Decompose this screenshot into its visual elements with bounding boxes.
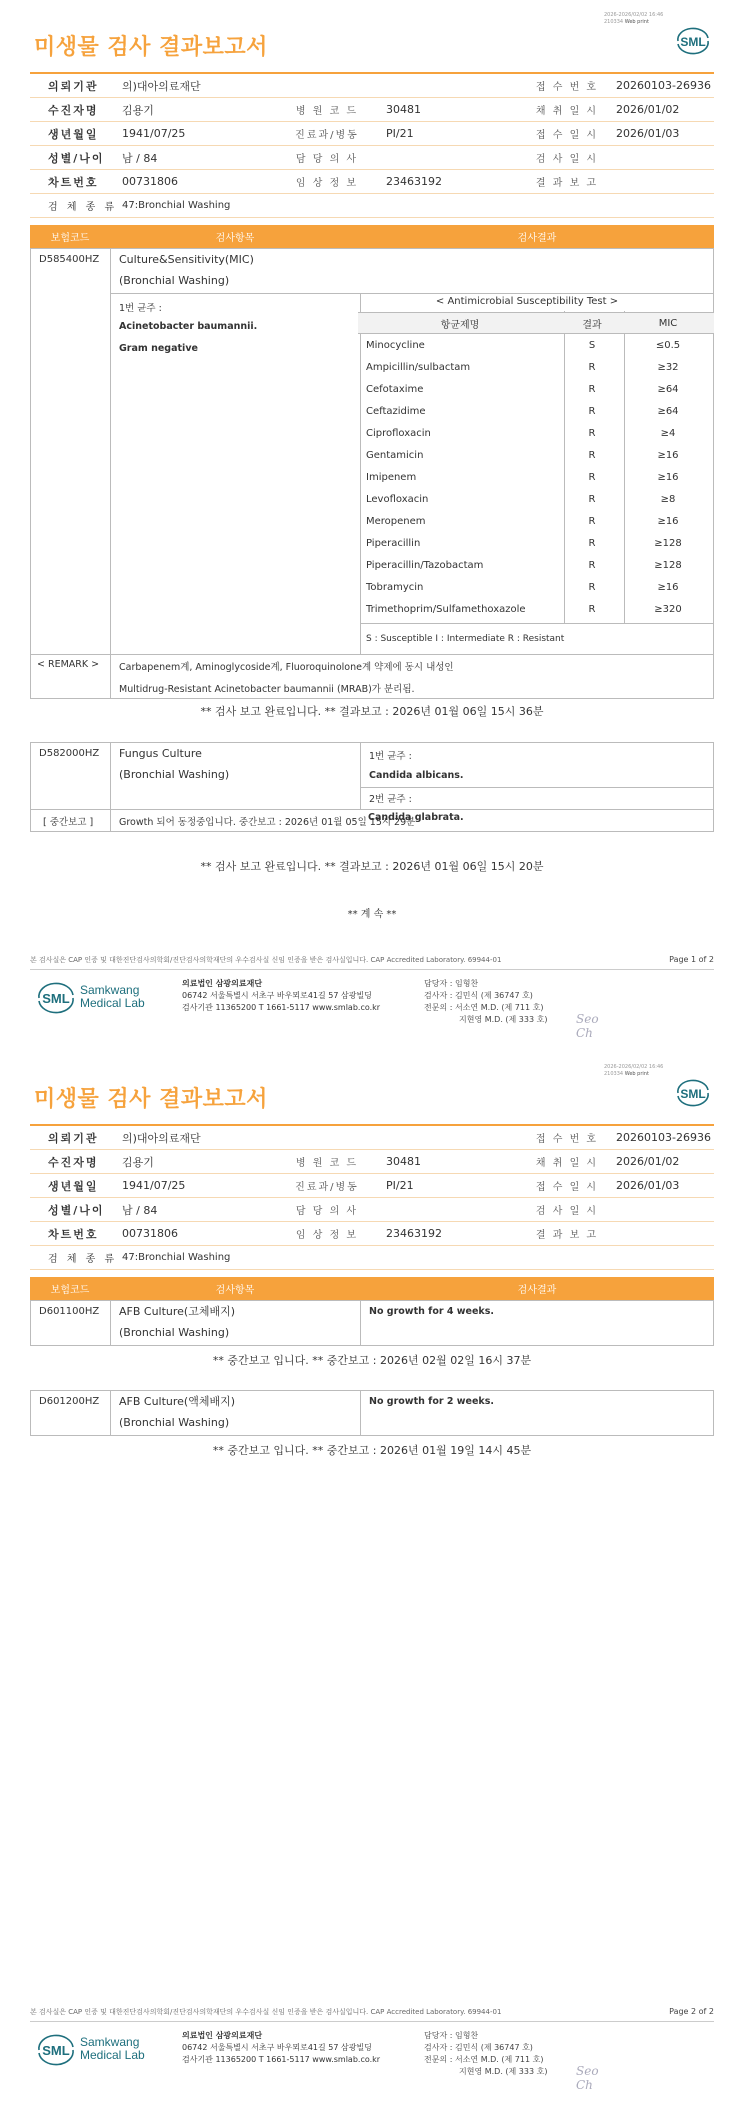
test-name: AFB Culture(고체배지) (Bronchial Washing) <box>119 1305 236 1339</box>
ast-title: < Antimicrobial Susceptibility Test > <box>435 296 619 307</box>
fungus-final-note: ** 검사 보고 완료입니다. ** 결과보고 : 2026년 01월 06일 15시 20분 <box>200 860 544 873</box>
col-test-item: 검사항목 <box>215 233 255 244</box>
info-row: 성별/나이 남 / 84 담 당 의 사 검 사 일 시 <box>30 1198 714 1222</box>
isolate-2-name: Candida glabrata. <box>368 812 464 823</box>
info-row: 의뢰기관 의)대아의료재단 접 수 번 호 20260103-26936 <box>30 1126 714 1150</box>
ast-mic: ≥16 <box>657 515 679 527</box>
label-hospital-code: 병 원 코 드 <box>295 106 359 117</box>
ast-legend: S : Susceptible I : Intermediate R : Resistant <box>366 634 565 644</box>
results-table-header <box>30 225 714 248</box>
ast-mic: ≥64 <box>657 383 679 395</box>
label-sex-age: 성별/나이 <box>48 151 105 165</box>
isolate-name: Acinetobacter baumannii. <box>119 321 258 332</box>
col-test-result: 검사결과 <box>517 233 557 244</box>
ast-drug-name: Imipenem <box>366 471 417 483</box>
label-accession-no: 접 수 번 호 <box>535 82 599 93</box>
test-name: AFB Culture(액체배지) (Bronchial Washing) <box>119 1395 236 1429</box>
isolate-2-label: 2번 균주 : <box>369 794 412 805</box>
footer-notice: 본 검사실은 CAP 인증 및 대한진단검사의학회/진단검사의학재단의 우수검사실 신임 인증을 받은 검사실입니다. CAP Accredited Laboratory. 69944-01 Page 1 of 2 <box>30 955 714 970</box>
test-result: No growth for 4 weeks. <box>369 1306 494 1317</box>
ast-result: R <box>588 537 596 549</box>
page-number: Page 2 of 2 <box>669 2007 714 2016</box>
ast-mic: ≥64 <box>657 405 679 417</box>
ast-row <box>358 598 714 620</box>
ast-result: R <box>588 471 596 483</box>
ast-row <box>358 378 714 400</box>
ast-mic: ≥16 <box>657 581 679 593</box>
ast-result: R <box>588 559 596 571</box>
ast-drug-name: Cefotaxime <box>366 383 424 395</box>
ast-result: R <box>588 405 596 417</box>
ast-row <box>358 554 714 576</box>
results-table-header: 보험코드 검사항목 검사결과 <box>30 1277 714 1300</box>
ast-drug-name: Ceftazidime <box>366 405 426 417</box>
afb-liquid-note: ** 중간보고 입니다. ** 중간보고 : 2026년 01월 19일 14시 45분 <box>212 1444 532 1457</box>
ast-result: R <box>588 493 596 505</box>
isolate-1-name: Candida albicans. <box>369 770 464 781</box>
value-received-date: 2026/01/03 <box>616 127 680 140</box>
ast-mic: ≤0.5 <box>655 339 681 351</box>
value-patient-name: 김용기 <box>122 103 154 117</box>
ast-result: R <box>588 515 596 527</box>
label-department: 진료과/병동 <box>295 130 359 141</box>
ast-result: R <box>588 603 596 615</box>
ast-mic: ≥16 <box>657 471 679 483</box>
value-collection-date: 2026/01/02 <box>616 103 680 116</box>
isolate-label: 1번 균주 : <box>119 303 162 314</box>
culture-final-note: ** 검사 보고 완료입니다. ** 결과보고 : 2026년 01월 06일 15시 36분 <box>200 705 544 718</box>
ast-mic: ≥128 <box>654 537 682 549</box>
ast-drug-name: Piperacillin <box>366 537 421 549</box>
ast-result: R <box>588 361 596 373</box>
value-requester: 의)대아의료재단 <box>122 79 201 93</box>
sml-logo <box>675 1079 711 1107</box>
ast-col-drug: 항균제명 <box>440 319 480 331</box>
report-title: 미생물 검사 결과보고서 <box>34 35 268 60</box>
test-result: No growth for 2 weeks. <box>369 1396 494 1407</box>
svg-text:SML: SML <box>680 35 706 49</box>
ast-drug-name: Tobramycin <box>366 581 424 593</box>
value-sex-age: 남 / 84 <box>122 151 158 165</box>
col-insurance-code: 보험코드 <box>50 233 90 244</box>
ast-drug-name: Trimethoprim/Sulfamethoxazole <box>366 603 526 615</box>
continued-note: ** 계 속 ** <box>347 909 397 920</box>
web-print-code: 210334 <box>604 19 624 25</box>
web-print-date: 2026-2026/02/02 16:46 <box>604 12 664 18</box>
ast-row <box>358 488 714 510</box>
test-name: Fungus Culture (Bronchial Washing) <box>119 747 230 781</box>
ast-drug-name: Gentamicin <box>366 449 424 461</box>
ast-row <box>358 510 714 532</box>
label-test-date: 검 사 일 시 <box>535 154 599 165</box>
ast-drug-name: Ampicillin/sulbactam <box>366 361 471 373</box>
label-clinical-info: 임 상 정 보 <box>295 178 359 189</box>
lab-staff: 담당자 : 임형찬 검사자 : 김민식 (제 36747 호) 전문의 : 서소연 M.D. (제 711 호) 지현영 M.D. (제 333 호) <box>424 2031 548 2076</box>
patient-info-table <box>30 72 714 218</box>
ast-mic: ≥320 <box>654 603 682 615</box>
info-row: 생년월일 1941/07/25 진료과/병동 PI/21 접 수 일 시 2026/01/03 <box>30 1174 714 1198</box>
web-print-stamp: 2026-2026/02/02 16:46 210334 Web print <box>604 1064 664 1077</box>
ast-row <box>358 466 714 488</box>
test-code: D601100HZ <box>39 1306 100 1317</box>
ast-drug-name: Meropenem <box>366 515 426 527</box>
ast-mic: ≥128 <box>654 559 682 571</box>
remark-line-1: Carbapenem계, Aminoglycoside계, Fluoroquinolone계 약제에 동시 내성인 <box>119 662 454 673</box>
ast-row <box>358 422 714 444</box>
remark-label: < REMARK > <box>37 659 100 670</box>
info-row <box>30 98 714 122</box>
ast-col-mic: MIC <box>658 317 678 329</box>
isolate-gram: Gram negative <box>119 343 198 354</box>
info-row: 검 체 종 류 47:Bronchial Washing <box>30 1246 714 1270</box>
lab-staff: 담당자 : 임형찬 검사자 : 김민식 (제 36747 호) 전문의 : 서소연 M.D. (제 711 호) 지현영 M.D. (제 333 호) <box>424 979 548 1024</box>
ast-drug-name: Ciprofloxacin <box>366 427 431 439</box>
ast-drug-name: Levofloxacin <box>366 493 429 505</box>
label-chart-no: 차트번호 <box>48 175 99 189</box>
footer-notice: 본 검사실은 CAP 인증 및 대한진단검사의학회/진단검사의학재단의 우수검사실 신임 인증을 받은 검사실입니다. CAP Accredited Laboratory. 69944-01 Page 2 of 2 <box>30 2007 714 2022</box>
value-department: PI/21 <box>386 127 414 140</box>
patient-info-table <box>30 1124 714 1270</box>
info-row <box>30 146 714 170</box>
ast-drug-name: Piperacillin/Tazobactam <box>366 559 484 571</box>
ast-row <box>358 400 714 422</box>
svg-text:SML: SML <box>42 2043 70 2058</box>
interim-label: [ 중간보고 ] <box>43 817 94 828</box>
ast-result: R <box>588 449 596 461</box>
isolate-1-label: 1번 균주 : <box>369 751 412 762</box>
afb-solid-note: ** 중간보고 입니다. ** 중간보고 : 2026년 02월 02일 16시 37분 <box>212 1354 532 1367</box>
svg-text:SML: SML <box>680 1087 706 1101</box>
ast-col-result: 결과 <box>582 319 602 331</box>
ast-drug-name: Minocycline <box>366 339 425 351</box>
test-name: Culture&Sensitivity(MIC) (Bronchial Washing) <box>119 253 254 287</box>
interim-text: Growth 되어 동정중입니다. 중간보고 : 2026년 01월 05일 15시 29분 <box>119 817 416 828</box>
info-row <box>30 170 714 194</box>
label-received-date: 접 수 일 시 <box>535 130 599 141</box>
remark-line-2: Multidrug-Resistant Acinetobacter baumannii (MRAB)가 분리됨. <box>119 684 415 695</box>
signature: Seo Ch <box>576 2064 599 2092</box>
ast-row <box>358 444 714 466</box>
samkwang-logo: SML Samkwang Medical Lab <box>36 978 156 1018</box>
afb-liquid-block <box>30 1390 714 1436</box>
value-accession-no: 20260103-26936 <box>616 79 711 92</box>
ast-header <box>358 312 714 334</box>
lab-address: 의료법인 삼광의료재단 06742 서울특별시 서초구 바우뫼로41길 57 삼광빌딩 검사기관 11365200 T 1661-5117 www.smlab.co.kr <box>182 2031 381 2064</box>
web-print-stamp <box>604 12 663 26</box>
value-hospital-code: 30481 <box>386 103 421 116</box>
value-birth-date: 1941/07/25 <box>122 127 186 140</box>
ast-mic: ≥16 <box>657 449 679 461</box>
info-row: 수진자명 김용기 병 원 코 드 30481 채 취 일 시 2026/01/02 <box>30 1150 714 1174</box>
info-row: 차트번호 00731806 임 상 정 보 23463192 결 과 보 고 <box>30 1222 714 1246</box>
label-result-report: 결 과 보 고 <box>535 178 599 189</box>
ast-result: S <box>588 339 596 351</box>
label-specimen: 검 체 종 류 <box>48 202 118 213</box>
signature: Seo Ch <box>576 1012 599 1040</box>
afb-solid-block <box>30 1300 714 1346</box>
ast-row <box>358 576 714 598</box>
label-doctor: 담 당 의 사 <box>295 154 359 165</box>
svg-text:SML: SML <box>42 991 70 1006</box>
ast-result: R <box>588 581 596 593</box>
info-row <box>30 74 714 98</box>
page-number: Page 1 of 2 <box>669 955 714 964</box>
info-row <box>30 122 714 146</box>
lab-address: 의료법인 삼광의료재단 06742 서울특별시 서초구 바우뫼로41길 57 삼광빌딩 검사기관 11365200 T 1661-5117 www.smlab.co.kr <box>182 979 381 1012</box>
ast-mic: ≥4 <box>660 427 676 439</box>
value-clinical-info: 23463192 <box>386 175 442 188</box>
remark-block <box>30 654 714 699</box>
value-specimen: 47:Bronchial Washing <box>122 200 231 211</box>
test-code: D585400HZ <box>39 254 100 265</box>
report-page-2 <box>0 1052 744 2104</box>
ast-row <box>358 356 714 378</box>
ast-mic: ≥32 <box>657 361 679 373</box>
ast-mic: ≥8 <box>660 493 676 505</box>
ast-result: R <box>588 383 596 395</box>
samkwang-logo: SML Samkwang Medical Lab <box>36 2030 156 2070</box>
report-title: 미생물 검사 결과보고서 <box>34 1087 268 1112</box>
ast-row <box>358 532 714 554</box>
label-birth-date: 생년월일 <box>48 127 99 141</box>
label-patient-name: 수진자명 <box>48 103 99 117</box>
test-code: D601200HZ <box>39 1396 100 1407</box>
test-code: D582000HZ <box>39 748 100 759</box>
value-chart-no: 00731806 <box>122 175 178 188</box>
ast-result: R <box>588 427 596 439</box>
label-requester: 의뢰기관 <box>48 79 99 93</box>
web-print-label: Web print <box>624 19 649 25</box>
info-row <box>30 194 714 218</box>
sml-logo <box>675 27 711 55</box>
label-collection-date: 채 취 일 시 <box>535 106 599 117</box>
ast-row <box>358 334 714 356</box>
